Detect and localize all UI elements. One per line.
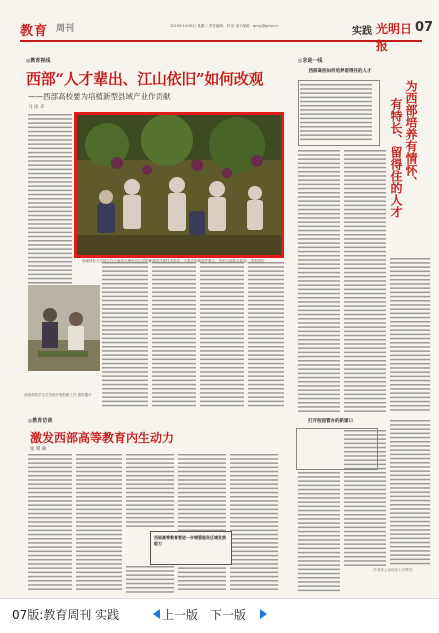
issue-label: 07版:教育周刊 实践 (12, 608, 120, 622)
field-research-image (28, 285, 100, 371)
left-kicker: ◎教育视线 (26, 58, 51, 64)
vertical-title-col1: 为西部培养有情怀、 (404, 80, 418, 188)
main-headline: 西部“人才辈出、江山依旧”如何改观 (26, 70, 264, 88)
prev-arrow-icon[interactable] (153, 609, 160, 619)
secondary-photo-caption: 西部高校学生在田间开展科研工作 资料图片 (24, 393, 92, 397)
bottom-kicker: ◎教育访谈 (28, 418, 53, 424)
prev-page-link[interactable]: 上一版 (162, 608, 199, 622)
pull-quote-box (150, 531, 232, 565)
right-summary-box (298, 80, 380, 146)
main-photo (74, 112, 284, 258)
section-name: 教育 (20, 24, 49, 39)
main-subheadline: ——西部高校要为培植新型县域产业作贡献 (28, 92, 171, 101)
right-box-title: 西部高校如何培养留得住的人才 (308, 69, 372, 74)
newspaper-logo: 光明日报 (376, 22, 413, 53)
author-note: （作者系云南师范大学教授） (370, 568, 416, 572)
weekly-label: 周刊 (56, 24, 75, 34)
vineyard-image (77, 115, 281, 255)
page-number: 07 (415, 20, 434, 35)
secondary-photo (28, 285, 100, 371)
right-subhead: 打开校园管办的新窗口 (308, 419, 353, 424)
photo-caption: 西南林业大学师生在云南省大理州宾川县的葡萄园开展技术指导，为果农讲解管护要点，受到当地群众欢迎。 资料图片 (82, 259, 266, 263)
vertical-title-col2: 有特长、留得住的人才 (389, 98, 403, 218)
bottom-headline: 激发西部高等教育内生动力 (30, 431, 175, 445)
right-quote-box (296, 428, 378, 470)
next-page-link[interactable]: 下一版 (210, 608, 247, 622)
right-kicker: ◎求是一线 (298, 58, 323, 64)
page-topic: 实践 (352, 26, 372, 37)
next-arrow-icon[interactable] (260, 609, 267, 619)
header-info: 2019年10月8日 星期二 责任编辑：刘 伯 电子邮箱：gmjy@gmw.cn (170, 24, 279, 28)
main-author: 马 冰 卉 (28, 105, 45, 110)
bottom-author: 张 明 硕 (30, 447, 47, 452)
pull-quote: 西部高等教育要进一步增强服务区域发展能力 (154, 535, 226, 546)
